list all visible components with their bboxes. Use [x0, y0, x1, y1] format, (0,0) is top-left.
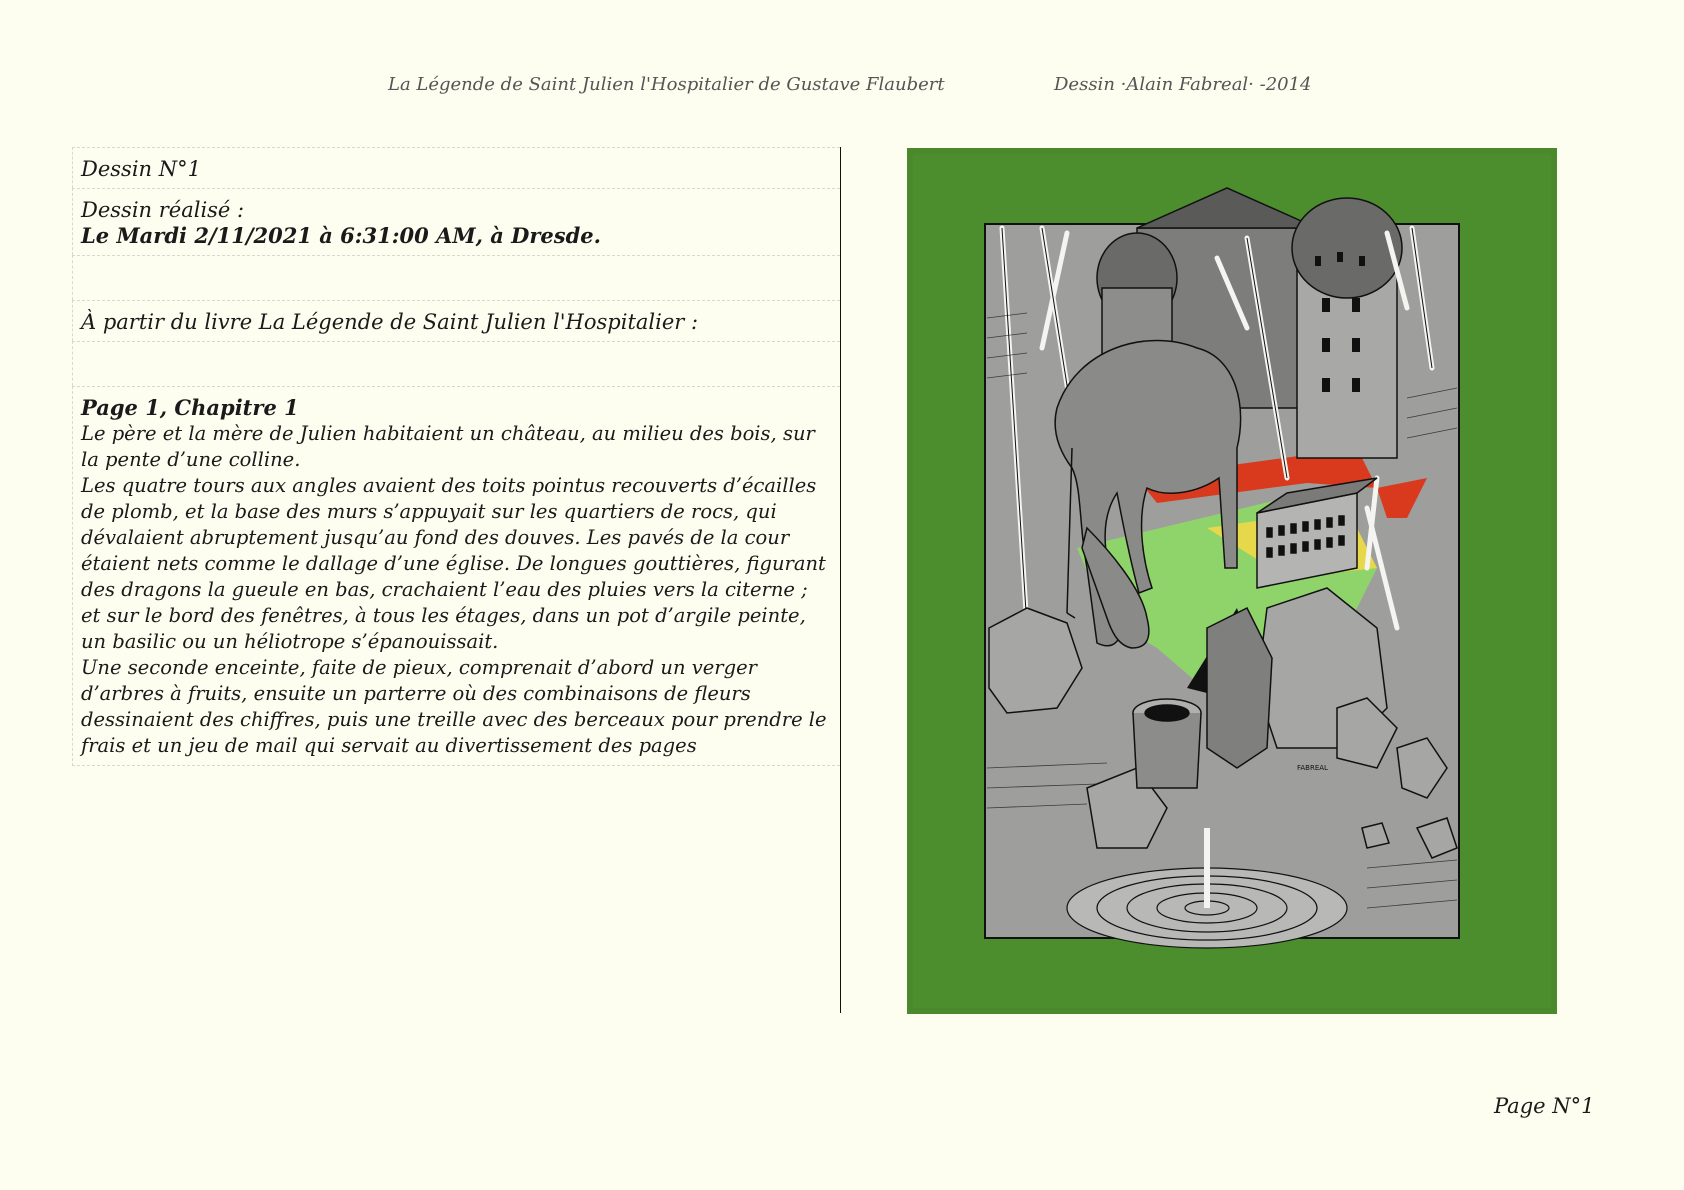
excerpt-paragraph: Une seconde enceinte, faite de pieux, comprenait d’abord un verger d’arbres à fruits, ensuite un parterre où des combinaisons de fleurs dessinaient des chiffres, puis une treille avec des berceaux pour prendre le frais et un jeu de mail qui servait au divertissement des pages — [81, 656, 827, 757]
drawing-number: Dessin N°1 — [81, 157, 201, 181]
header-book-title: La Légende de Saint Julien l'Hospitalier de Gustave Flaubert — [388, 74, 945, 95]
empty-row — [72, 341, 840, 386]
artist-signature: FABREAL — [1297, 764, 1328, 772]
source-row — [72, 300, 840, 341]
excerpt-paragraph: Les quatre tours aux angles avaient des toits pointus recouverts d’écailles de plomb, et la base des murs s’appuyait sur les quartiers de rocs, qui dévalaient abruptement jusqu’au fond des douves. Les pavés de la cour étaient nets comme le dallage d’une église. De longues gouttières, figurant des dragons la gueule en bas, crachaient l’eau des pluies vers la citerne ; et sur le bord des fenêtres, à tous les étages, dans un pot d’argile peinte, un basilic ou un héliotrope s’épanouissait. — [81, 474, 826, 653]
made-label: Dessin réalisé : — [81, 198, 245, 222]
excerpt-row — [72, 386, 840, 766]
excerpt-paragraph: Le père et la mère de Julien habitaient un château, au milieu des bois, sur la pente d’une colline. — [81, 422, 815, 471]
drawing-image — [907, 148, 1557, 1014]
text-panel — [72, 147, 841, 1013]
empty-row — [72, 255, 840, 300]
source-label: À partir du livre La Légende de Saint Julien l'Hospitalier : — [81, 310, 699, 334]
page-number: Page N°1 — [1494, 1094, 1595, 1118]
excerpt-title: Page 1, Chapitre 1 — [81, 395, 299, 420]
drawing-illustration — [907, 148, 1557, 1014]
drawing-number-row — [72, 147, 840, 188]
header-credit: Dessin ·Alain Fabreal· -2014 — [1054, 74, 1312, 95]
made-row — [72, 188, 840, 255]
made-date: Le Mardi 2/11/2021 à 6:31:00 AM, à Dresde. — [81, 223, 601, 248]
